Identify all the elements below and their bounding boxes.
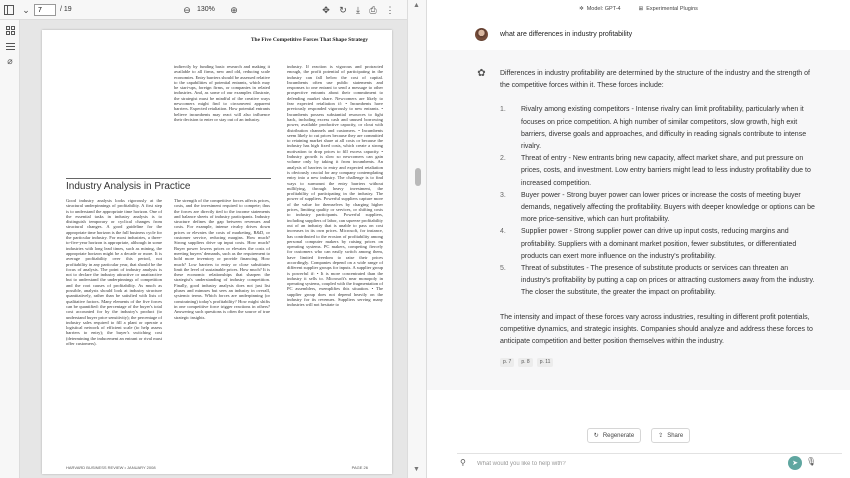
regenerate-button[interactable]: ↻ Regenerate [587, 428, 641, 443]
sparkle-icon: ✲ [579, 6, 584, 12]
attachment-icon[interactable]: ⌀ [7, 55, 13, 66]
composer [457, 453, 842, 472]
chat-input[interactable] [477, 457, 777, 470]
section-rule [66, 178, 271, 179]
pdf-footer-left: HARVARD BUSINESS REVIEW • JANUARY 2008 [66, 465, 156, 470]
pdf-column-b: The strength of the competitive forces affects prices, costs, and the investment required to compete; thus the forces are directly tied to the income statements and balance sheets of industry participants. Industry structure defines the gap between revenues and costs. For example, intense rivalry drives down prices or elevates the costs of marketing, R&D, or customer service, reducing margins. How much? Strong suppliers drive up input costs. How much? Buyer power lowers prices or elevates the costs of meeting buyers' demands, such as the requirement to hold more inventory or provide financing. How much? Low barriers to entry or close substitutes limit the level of sustainable prices. How much? It is these economic relationships that sharpen the strategist's understanding of industry competition. Finally, good industry analysis does not just list pluses and minuses but sees an industry in overall, systemic terms. Which forces are underpinning (or constraining) today's profitability? How might shifts in one competitive force trigger reactions in others? Answering such questions is often the source of true strategic insights. [174, 198, 270, 320]
answer-intro: Differences in industry profitability are determined by the structure of the industry and the strength of the competitive forces within it. These forces include: [500, 70, 810, 90]
plugins-icon: ⊞ [638, 6, 644, 12]
list-item: 2. Threat of entry - New entrants bring new capacity, affect market share, and put pressure on prices, costs, and investment. Low entry barriers might lead to less industry profitability due to increased competition. [500, 155, 811, 187]
openai-logo-icon: ✿ [477, 68, 486, 79]
pdf-viewport[interactable] [20, 20, 407, 478]
user-settings-icon[interactable]: ⚲ [460, 458, 466, 467]
pdf-column-top-left: indirectly by funding basic research and making it available to all firms, new and old, reducing scale economies. Entry barriers should be assessed relative to the capabilities of potential entrants, which may be start-ups, foreign firms, or companies in related industries. And, as some of our examples illustrate, the strategist must be mindful of the creative ways newcomers might find to circumvent apparent barriers. Expected retaliation. How potential entrants believe incumbents may react will also influence their decision to enter or stay out of an industry. [174, 64, 270, 122]
user-message [427, 20, 850, 50]
sidebar-toggle-icon[interactable] [4, 5, 14, 15]
pdf-column-right: industry. If reaction is vigorous and protracted enough, the profit potential of participating in the industry can fall below the cost of capital. Incumbents often use public statements and responses to one entrant to send a message to other prospective entrants about their commitment to defending market share. Newcomers are likely to fear expected retaliation if: • Incumbents have previously responded vigorously to new entrants. • Incumbents possess substantial resources to fight back, including excess cash and unused borrowing power, available productive capacity, or clout with distribution channels and customers. • Incumbents seem likely to cut prices because they are committed to retaining market share at all costs or because the industry has high fixed costs, which create a strong motivation to drop prices to fill excess capacity. • Industry growth is slow so newcomers can gain volume only by taking it from incumbents. An analysis of barriers to entry and expected retaliation is obviously crucial for any company contemplating entry into a new industry. The challenge is to find ways to surmount the entry barriers without nullifying, through heavy investment, the profitability of participating in the industry. The power of suppliers. Powerful suppliers capture more of the value for themselves by charging higher prices, limiting quality or services, or shifting costs to industry participants. Powerful suppliers, including suppliers of labor, can squeeze profitability out of an industry that is unable to pass on cost increases in its own prices. Microsoft, for instance, has contributed to the erosion of profitability among personal computer makers by raising prices on operating systems. PC makers, competing fiercely for customers who can easily switch among them, have limited freedom to raise their prices accordingly. Companies depend on a wide range of different supplier groups for inputs. A supplier group is powerful if: • It is more concentrated than the industry it sells to. Microsoft's near monopoly in operating systems, coupled with the fragmentation of PC assemblers, exemplifies this situation. • The supplier group does not depend heavily on the industry for its revenues. Suppliers serving many industries will not hesitate to [287, 64, 383, 308]
model-bar [427, 0, 850, 18]
assistant-message [427, 50, 850, 390]
zoom-out-icon[interactable]: ⊖ [183, 4, 191, 15]
scrollbar-thumb[interactable] [415, 168, 421, 186]
page-total: / 19 [60, 6, 72, 13]
refresh-icon: ↻ [593, 433, 599, 439]
microphone-icon[interactable]: 🎙 [806, 457, 817, 466]
user-question: what are differences in industry profitability [500, 31, 633, 38]
print-icon[interactable]: ⎙ [369, 4, 377, 15]
list-item: 1. Rivalry among existing competitors - Intense rivalry can limit profitability, particularly when it focuses on price competition. A high number of similar competitors, slow growth, high exit barriers, diverse goals and approaches, and difficulty in reading signals contribute to intense rivalry. [500, 106, 807, 151]
download-icon[interactable]: ⤓ [356, 4, 360, 15]
assistant-answer [500, 68, 818, 367]
pdf-page [42, 30, 392, 474]
pdf-footer-right: PAGE 26 [351, 465, 368, 470]
scroll-up-icon[interactable]: ▲ [413, 2, 420, 9]
pdf-scrollbar[interactable] [407, 0, 427, 478]
message-actions [427, 428, 850, 443]
zoom-level[interactable]: 130% [197, 6, 215, 13]
rotate-icon[interactable]: ↻ [339, 4, 347, 15]
scroll-down-icon[interactable]: ▼ [413, 466, 420, 473]
model-label: Model: GPT-4 [586, 6, 621, 12]
avatar [475, 28, 488, 41]
plugins-selector[interactable] [634, 3, 703, 15]
send-icon[interactable]: ➤ [788, 456, 802, 470]
page-number-input[interactable] [34, 4, 56, 16]
list-item: 4. Supplier power - Strong supplier power can drive up input costs, reducing margins and profitability. Suppliers with a dominant market position, fewer substitutes, or differentiated products can exert more influence on the industry's profitability. [500, 228, 797, 260]
page-ref-chip[interactable]: p. 8 [518, 358, 532, 367]
plugins-label: Experimental Plugins [646, 6, 698, 12]
list-item: 5. Threat of substitutes - The presence of substitute products or services can threaten an industry's profitability by putting a cap on prices or attracting customers away from the industry. The closer the substitute, the greater the impact on profitability. [500, 265, 815, 297]
page-ref-chip[interactable]: p. 11 [537, 358, 554, 367]
share-icon: ⇪ [658, 433, 664, 439]
fit-page-icon[interactable]: ✥ [322, 4, 330, 15]
share-button[interactable]: ⇪ Share [651, 428, 690, 443]
more-icon[interactable]: ⋮ [385, 4, 395, 15]
pdf-sidebar [0, 20, 20, 478]
answer-list [500, 104, 818, 299]
chevron-down-icon[interactable]: ⌄ [22, 4, 30, 15]
pdf-running-header: The Five Competitive Forces That Shape Strategy [250, 37, 368, 43]
pdf-column-a: Good industry analysis looks rigorously at the structural underpinnings of profitability. A first step is to understand the appropriate time horizon. One of the essential tasks in industry analysis is to distinguish temporary or cyclical changes from structural changes. A good guideline for the appropriate time horizon is the full business cycle for the particular industry. For most industries, a three-to-five-year horizon is appropriate, although in some industries with long lead times, such as mining, the appropriate horizon might be a decade or more. It is average profitability over this period, not profitability in any particular year, that should be the focus of analysis. The point of industry analysis is not to declare the industry attractive or unattractive but to understand the underpinnings of competition and the root causes of profitability. As much as possible, analysts should look at industry structure quantitatively, rather than be satisfied with lists of qualitative factors. Many elements of the five forces can be quantified: the percentage of the buyer's total cost accounted for by the industry's product (to understand buyer price sensitivity); the percentage of industry sales required to fill a plant or operate a logistical network of efficient scale (to help assess barriers to entry); the buyer's switching cost (determining the inducement an entrant or rival must offer customers). [66, 198, 162, 347]
page-ref-chip[interactable]: p. 7 [500, 358, 514, 367]
model-selector[interactable] [574, 3, 626, 15]
answer-outro: The intensity and impact of these forces vary across industries, resulting in different profit potentials, competitive dynamics, and strategic insights. Companies should analyze and address these forces to anticipate competition and better position themselves within the industry. [500, 313, 813, 346]
thumbnails-icon[interactable] [5, 25, 15, 35]
pdf-toolbar [0, 0, 407, 20]
page-references [500, 358, 818, 367]
list-item: 3. Buyer power - Strong buyer power can lower prices or increase the costs of meeting buyer demands, negatively affecting the profitability. Buyers with deeper knowledge or options can be more price-sensitive, which can hurt profitability. [500, 191, 815, 224]
outline-icon[interactable] [5, 41, 15, 51]
chat-panel [427, 0, 850, 478]
zoom-in-icon[interactable]: ⊕ [230, 4, 238, 15]
pdf-section-title: Industry Analysis in Practice [66, 181, 191, 192]
